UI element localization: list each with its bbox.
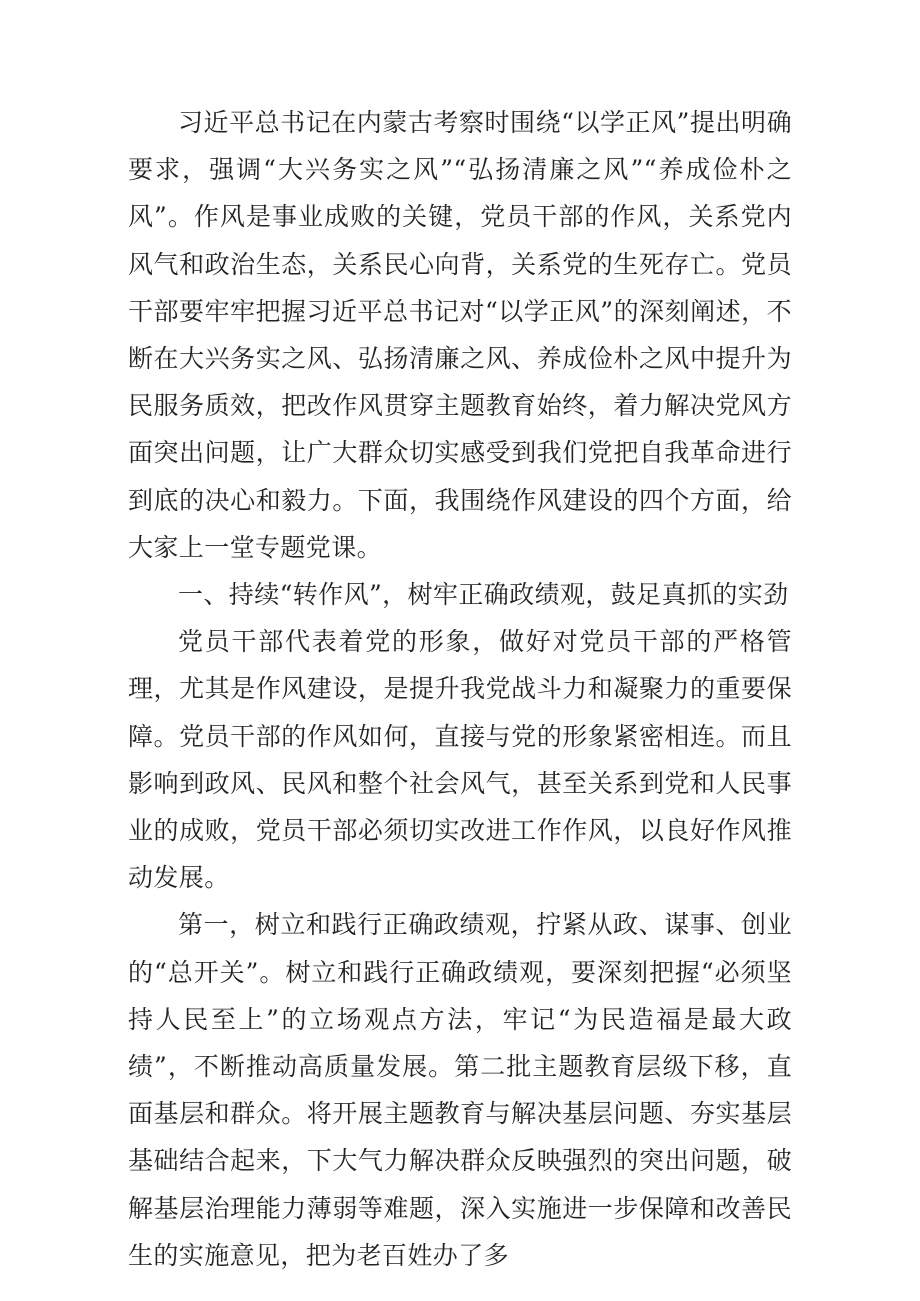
section-heading-1: 一、持续“转作风”，树牢正确政绩观，鼓足真抓的实劲 — [178, 580, 789, 610]
paragraph-section-1-intro: 党员干部代表着党的形象，做好对党员干部的严格管理，尤其是作风建设，是提升我党战斗力和凝聚力的重要保障。党员干部的作风如何，直接与党的形象紧密相连。而且影响到政风、民风和整个社会风气，甚至关系到党和人民事业的成败，党员干部必须切实改进工作作风，以良好作风推动发展。 — [128, 627, 792, 893]
document-body — [128, 99, 792, 1279]
paragraph-first-point: 第一，树立和践行正确政绩观，拧紧从政、谋事、创业的“总开关”。树立和践行正确政绩观，要深刻把握“必须坚持人民至上”的立场观点方法，牢记“为民造福是最大政绩”，不断推动高质量发展。第二批主题教育层级下移，直面基层和群众。将开展主题教育与解决基层问题、夯实基层基础结合起来，下大气力解决群众反映强烈的突出问题，破解基层治理能力薄弱等难题，深入实施进一步保障和改善民生的实施意见，把为老百姓办了多 — [128, 910, 792, 1270]
paragraph-intro: 习近平总书记在内蒙古考察时围绕“以学正风”提出明确要求，强调“大兴务实之风”“弘扬清廉之风”“养成俭朴之风”。作风是事业成败的关键，党员干部的作风，关系党内风气和政治生态，关系民心向背，关系党的生死存亡。党员干部要牢牢把握习近平总书记对“以学正风”的深刻阐述，不断在大兴务实之风、弘扬清廉之风、养成俭朴之风中提升为民服务质效，把改作风贯穿主题教育始终，着力解决党风方面突出问题，让广大群众切实感受到我们党把自我革命进行到底的决心和毅力。下面，我围绕作风建设的四个方面，给大家上一堂专题党课。 — [128, 108, 792, 562]
